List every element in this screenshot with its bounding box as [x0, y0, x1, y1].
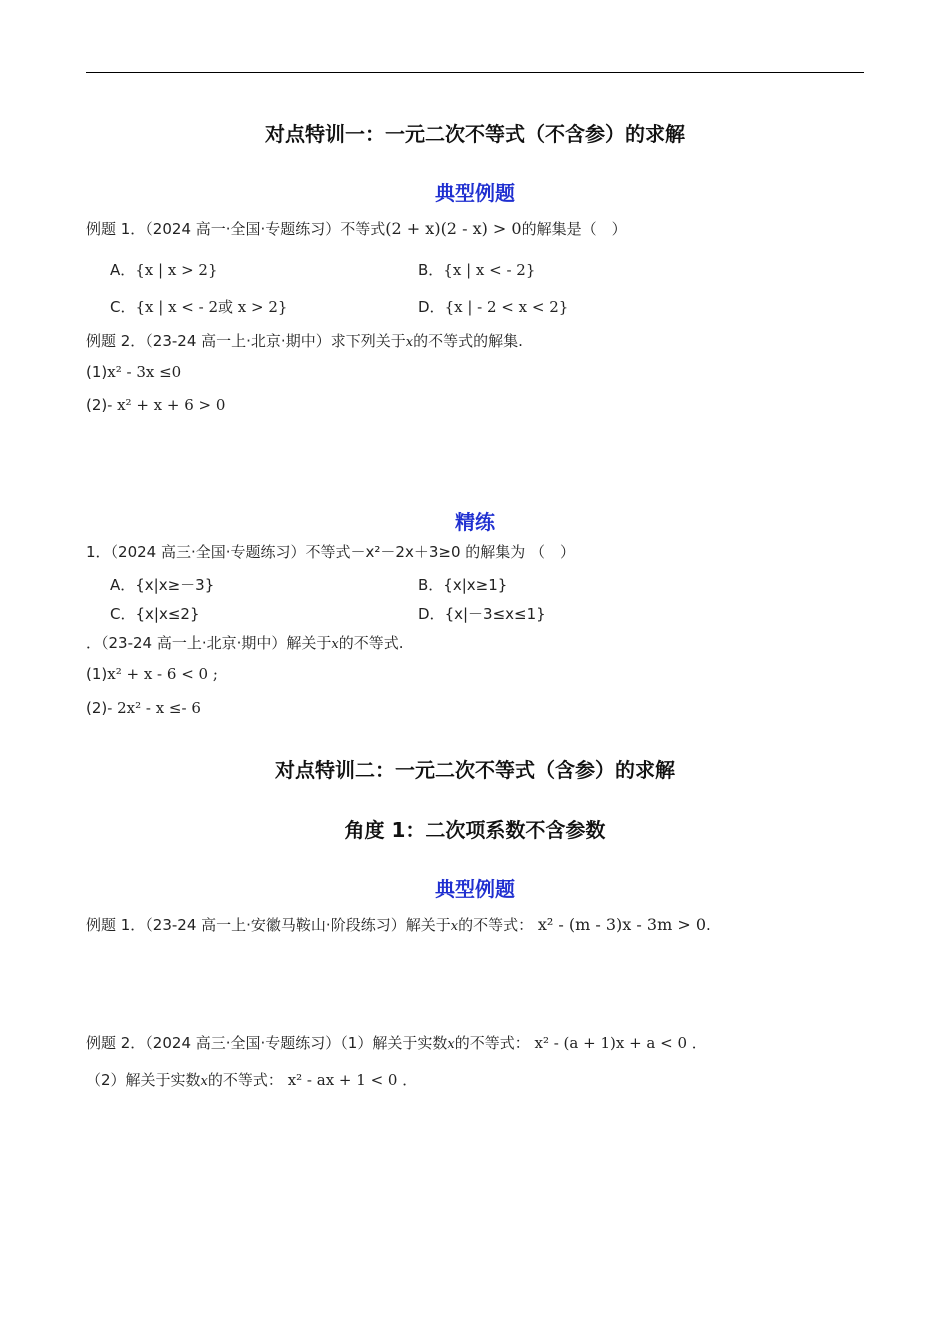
part-label: (1): [86, 363, 108, 381]
option-value: {x | x < - 2或 x > 2}: [135, 298, 288, 316]
option-value: {x|x≥1}: [443, 576, 508, 594]
s1-example1-question: [86, 219, 627, 239]
s2-example2-part2-var: x: [200, 1074, 208, 1089]
option-label: B．: [418, 261, 444, 279]
s2-example2-mid: 的不等式：: [454, 1034, 530, 1052]
option-value: {x | x < - 2}: [443, 261, 536, 279]
option-value: {x | - 2 < x < 2}: [444, 298, 569, 316]
s1-example2-part2: [86, 395, 225, 415]
part-label: (1): [86, 665, 108, 683]
s1-practice1-option-b: [418, 575, 507, 595]
s2-example2-part2-suffix: ．: [402, 1071, 418, 1089]
s2-example2-part2: [86, 1070, 417, 1092]
header-rule: [86, 72, 864, 73]
s1-practice2-part1: [86, 664, 218, 684]
s2-example1-prefix: 例题 1．（23-24 高一上·安徽马鞍山·阶段练习）解关于: [86, 916, 451, 934]
part-math: - 2x² - x ≤- 6: [107, 699, 201, 717]
s2-example2-part2-prefix: （2）解关于实数: [86, 1071, 201, 1089]
s1-example1-option-d: [418, 297, 568, 317]
section1-practice-heading: 精练: [455, 510, 495, 534]
s1-practice2-suffix: 的不等式.: [338, 634, 404, 652]
s2-example1-mid: 的不等式：: [458, 916, 534, 934]
s1-example2-question: [86, 331, 523, 353]
s2-example2-question: [86, 1033, 707, 1055]
option-value: {x|x≤2}: [135, 605, 200, 623]
s2-example2-part2-math: x² - ax + 1 < 0: [287, 1071, 398, 1089]
s1-practice1-option-a: [110, 575, 214, 595]
s1-example1-option-a: [110, 260, 218, 280]
s1-example1-option-b: [418, 260, 535, 280]
s1-practice1-option-d: [418, 604, 546, 624]
part-math: - x² + x + 6 > 0: [107, 396, 226, 414]
s1-example2-part1: [86, 362, 181, 382]
s2-example2-suffix: ．: [691, 1034, 707, 1052]
s1-practice1-question: 1．（2024 高三·全国·专题练习）不等式－x²－2x＋3≥0 的解集为 （ ）: [86, 543, 576, 561]
section1-title: 对点特训一：一元二次不等式（不含参）的求解: [265, 122, 685, 146]
s2-example1-suffix: .: [706, 916, 711, 934]
s2-example1-math: x² - (m - 3)x - 3m > 0: [537, 915, 706, 934]
option-label: A．: [110, 576, 136, 594]
s1-example2-prefix: 例题 2．（23-24 高一上·北京·期中）求下列关于: [86, 332, 406, 350]
s2-example2-var: x: [447, 1037, 455, 1052]
option-value: {x | x > 2}: [135, 261, 218, 279]
option-value: {x|－3≤x≤1}: [444, 605, 546, 623]
s2-example2-prefix: 例题 2．（2024 高三·全国·专题练习）（1）解关于实数: [86, 1034, 448, 1052]
option-label: A．: [110, 261, 136, 279]
option-label: D．: [418, 605, 445, 623]
option-label: B．: [418, 576, 444, 594]
section2-subtitle: 角度 1：二次项系数不含参数: [344, 818, 606, 842]
s1-practice1-option-c: [110, 604, 200, 624]
s1-example1-prefix: 例题 1．（2024 高一·全国·专题练习）不等式: [86, 220, 386, 238]
s1-example2-var: x: [405, 335, 414, 350]
option-value: {x|x≥－3}: [135, 576, 215, 594]
s1-practice2-prefix: ．（23-24 高一上·北京·期中）解关于: [86, 634, 332, 652]
option-label: D．: [418, 298, 445, 316]
s1-example1-option-c: [110, 297, 287, 317]
part-label: (2): [86, 396, 108, 414]
s1-example2-suffix: 的不等式的解集.: [413, 332, 523, 350]
part-math: x² + x - 6 < 0 ;: [107, 665, 218, 683]
s1-practice2-part2: [86, 698, 201, 718]
s2-example1-var: x: [450, 919, 459, 934]
part-math: x² - 3x ≤0: [107, 363, 182, 381]
s1-practice2-var: x: [331, 637, 339, 652]
option-label: C．: [110, 298, 136, 316]
section2-typical-heading: 典型例题: [435, 877, 515, 901]
section2-title: 对点特训二：一元二次不等式（含参）的求解: [275, 758, 675, 782]
part-label: (2): [86, 699, 108, 717]
s2-example2-math: x² - (a + 1)x + a < 0: [534, 1034, 688, 1052]
s1-example1-math: (2 + x)(2 - x) > 0: [385, 219, 522, 238]
s2-example2-part2-mid: 的不等式：: [207, 1071, 283, 1089]
s1-example1-suffix: 的解集是（ ）: [521, 220, 627, 238]
section1-typical-heading: 典型例题: [435, 181, 515, 205]
s2-example1-question: [86, 915, 711, 937]
option-label: C．: [110, 605, 136, 623]
s1-practice2-question: [86, 633, 404, 655]
